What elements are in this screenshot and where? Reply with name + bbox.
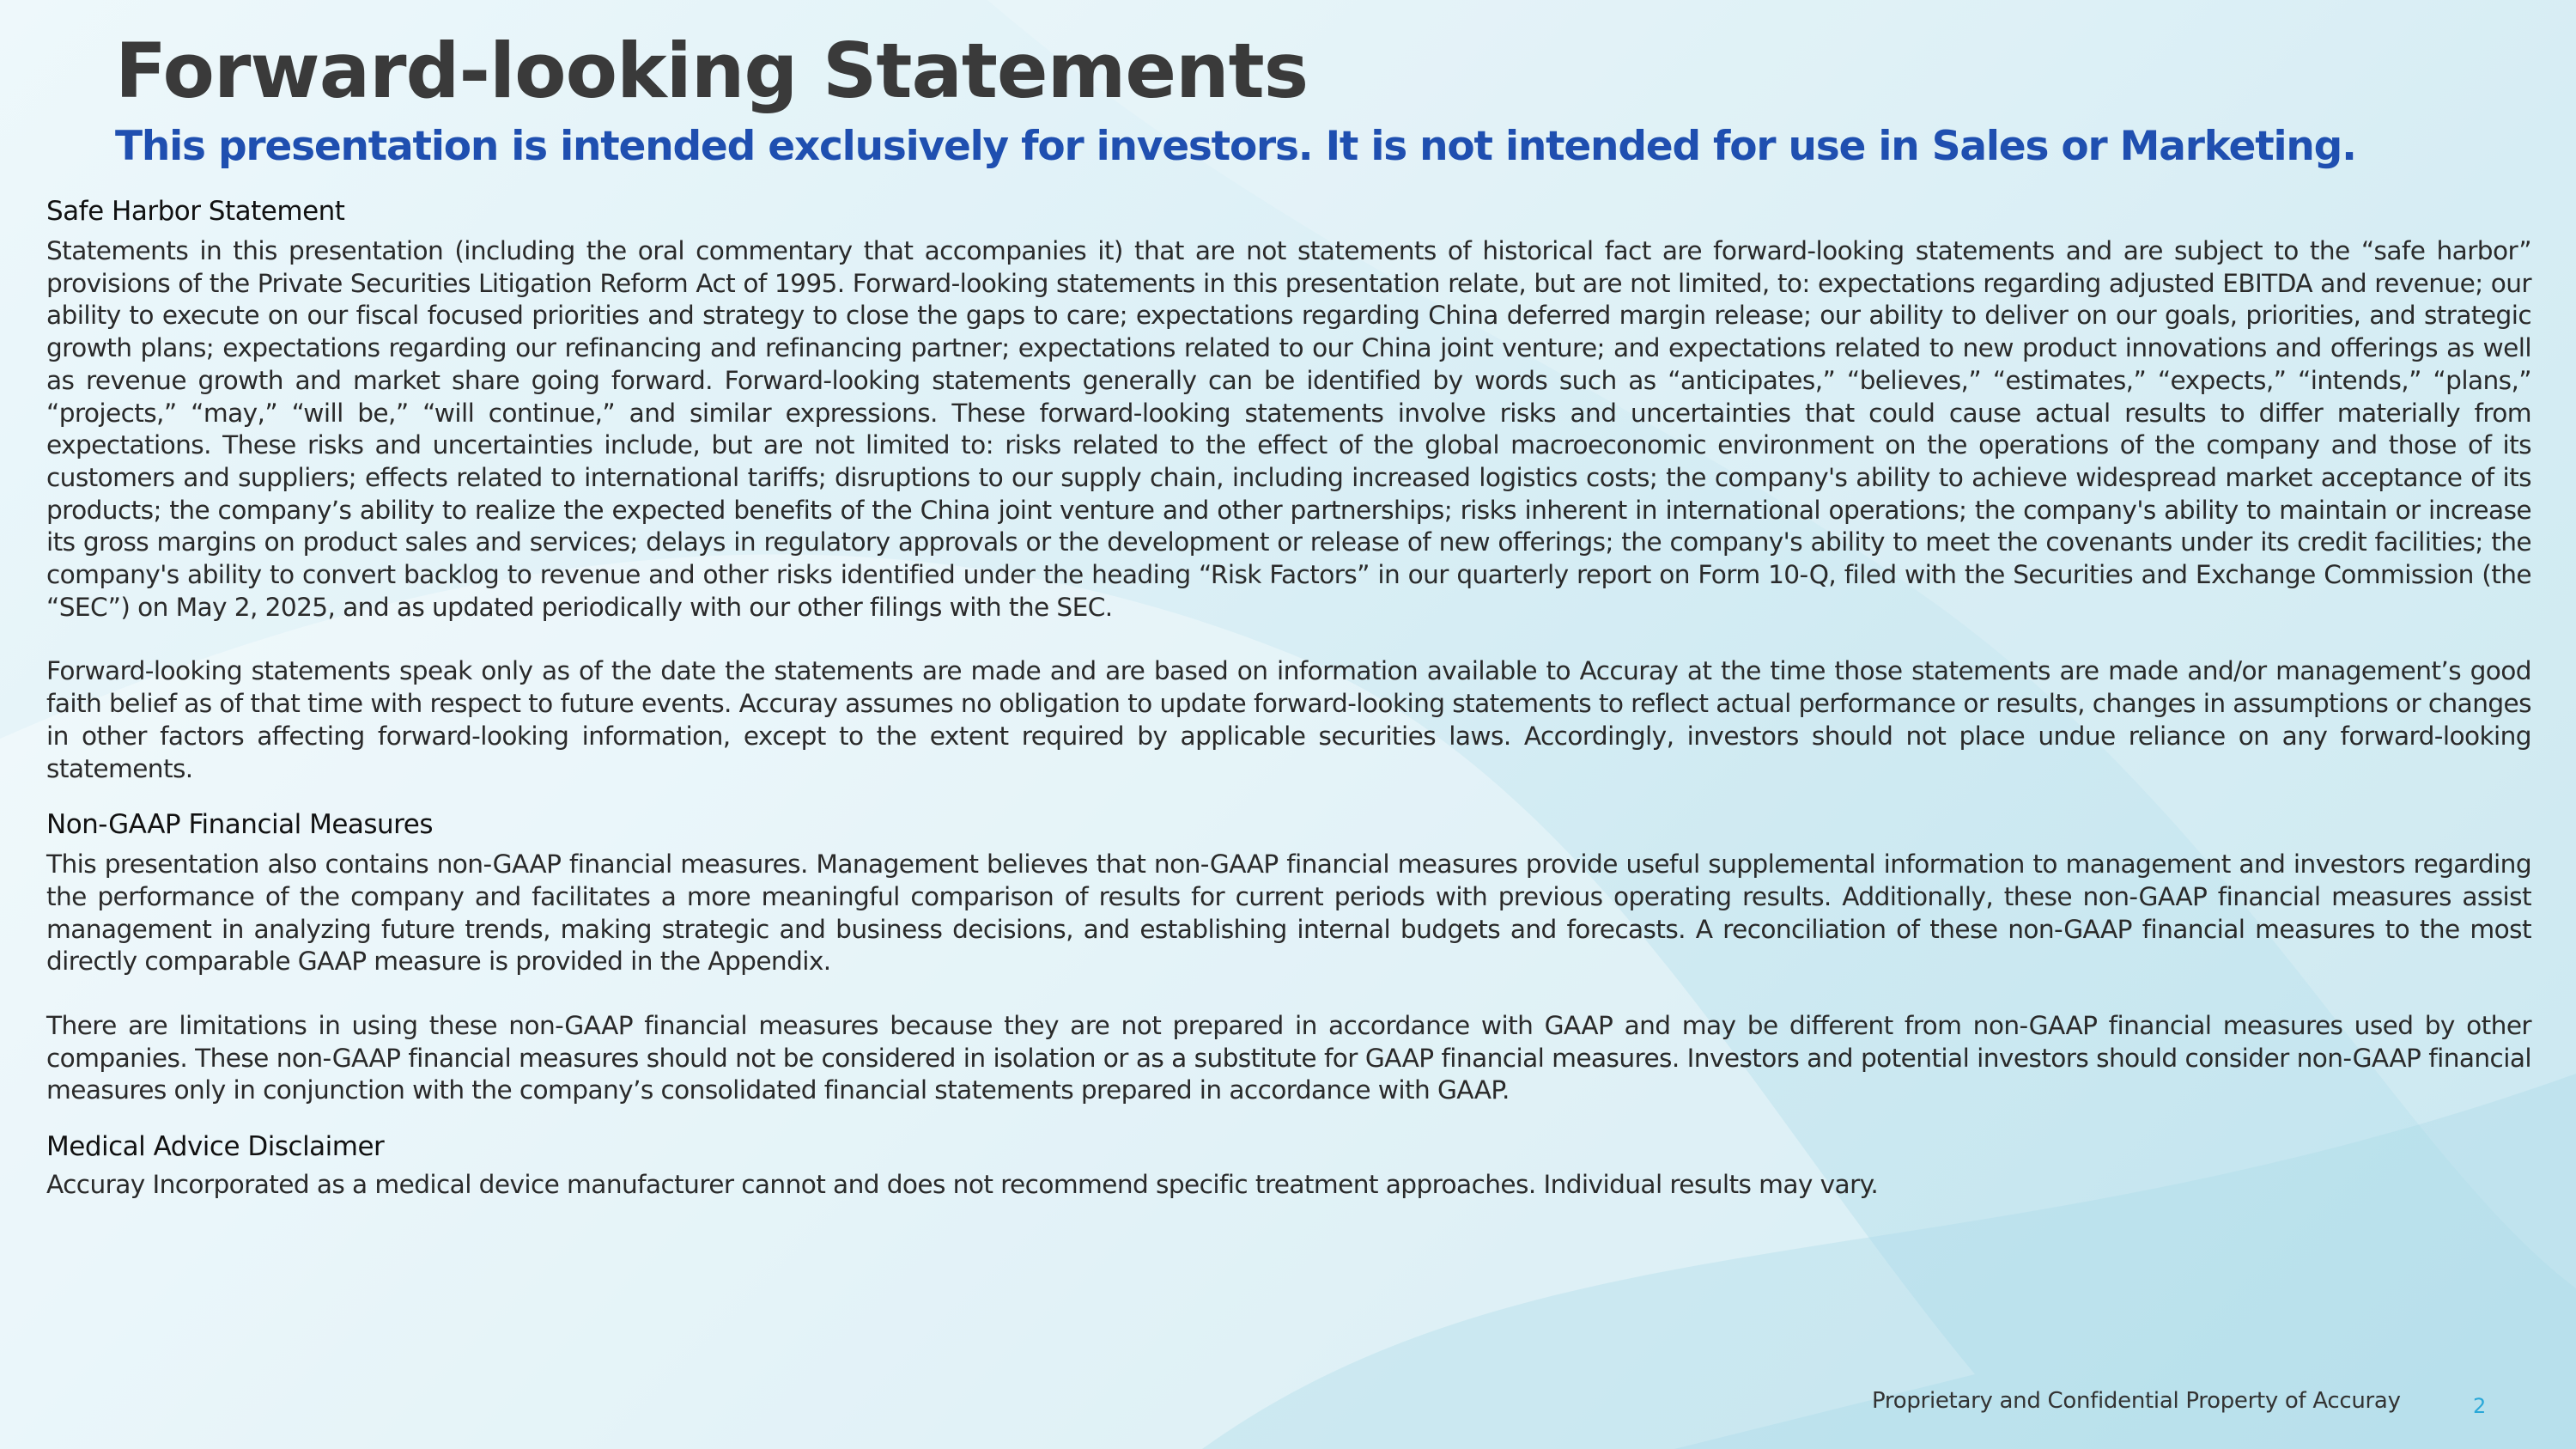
footer-confidential-text: Proprietary and Confidential Property of Accuray — [1872, 1388, 2401, 1414]
safe-harbor-paragraph: Statements in this presentation (including the oral commentary that accompanies it) that are not statements of historical fact are forward-looking statements and are subject to the “safe harbor” provisions of the Private Securities Litigation Reform Act of 1995. Forward-looking statements in this presentation relate, but are not limited, to: expectations regarding adjusted EBITDA and revenue; our ability to execute on our fiscal focused priorities and strategy to close the gaps to care; expectations regarding China deferred margin release; our ability to deliver on our goals, priorities, and strategic growth plans; expectations regarding our refinancing and refinancing partner; expectations related to our China joint venture; and expectations related to new product innovations and offerings as well as revenue growth and market share going forward. Forward-looking statements generally can be identified by words such as “anticipates,” “believes,” “estimates,” “expects,” “intends,” “plans,” “projects,” “may,” “will be,” “will continue,” and similar expressions. These forward-looking statements involve risks and uncertainties that could cause actual results to differ materially from expectations. These risks and uncertainties include, but are not limited to: risks related to the effect of the global macroeconomic environment on the operations of the company and those of its customers and suppliers; effects related to international tariffs; disruptions to our supply chain, including increased logistics costs; the company's ability to achieve widespread market acceptance of its products; the company’s ability to realize the expected benefits of the China joint venture and other partnerships; risks inherent in international operations; the company's ability to maintain or increase its gross margins on product sales and services; delays in regulatory approvals or the development or release of new offerings; the company's ability to meet the covenants under its credit facilities; the company's ability to convert backlog to revenue and other risks identified under the heading “Risk Factors” in our quarterly report on Form 10-Q, filed with the Securities and Exchange Commission (the “SEC”) on May 2, 2025, and as updated periodically with our other filings with the SEC. — [46, 236, 2531, 622]
section-heading-non-gaap: Non-GAAP Financial Measures — [46, 809, 433, 841]
non-gaap-paragraph: This presentation also contains non-GAAP financial measures. Management believes that non-GAAP financial measures provide useful supplemental information to management and investors regarding the performance of the company and facilitates a more meaningful comparison of results for current periods with previous operating results. Additionally, these non-GAAP financial measures assist management in analyzing future trends, making strategic and business decisions, and establishing internal budgets and forecasts. A reconciliation of these non-GAAP financial measures to the most directly comparable GAAP measure is provided in the Appendix. — [46, 849, 2531, 977]
section-heading-medical-advice: Medical Advice Disclaimer — [46, 1131, 385, 1163]
page-number: 2 — [2473, 1394, 2487, 1418]
forward-looking-paragraph: Forward-looking statements speak only as of the date the statements are made and are based on information available to Accuray at the time those statements are made and/or management’s good faith belief as of that time with respect to future events. Accuray assumes no obligation to update forward-looking statements to reflect actual performance or results, changes in assumptions or changes in other factors affecting forward-looking information, except to the extent required by applicable securities laws. Accordingly, investors should not place undue reliance on any forward-looking statements. — [46, 656, 2531, 783]
medical-advice-paragraph: Accuray Incorporated as a medical device manufacturer cannot and does not recommend specific treatment approaches. Individual results may vary. — [46, 1170, 1879, 1200]
non-gaap-limitations-paragraph: There are limitations in using these non-GAAP financial measures because they are not prepared in accordance with GAAP and may be different from non-GAAP financial measures used by other companies. These non-GAAP financial measures should not be considered in isolation or as a substitute for GAAP financial measures. Investors and potential investors should consider non-GAAP financial measures only in conjunction with the company’s consolidated financial statements prepared in accordance with GAAP. — [46, 1011, 2531, 1105]
disclaimer-content — [46, 194, 2531, 1202]
section-heading-safe-harbor: Safe Harbor Statement — [46, 196, 345, 227]
slide-title: Forward-looking Statements — [115, 27, 1309, 115]
slide-subtitle: This presentation is intended exclusively for investors. It is not intended for use in Sales or Marketing. — [115, 123, 2356, 170]
